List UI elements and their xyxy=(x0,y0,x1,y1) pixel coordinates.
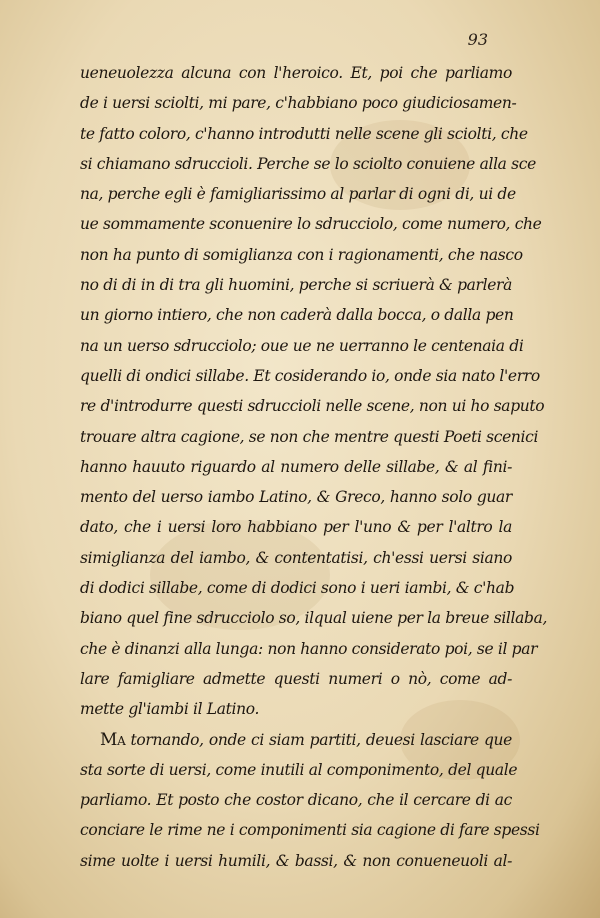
text-line: ue sommamente sconuenire lo sdrucciolo, come numero, che xyxy=(80,215,542,234)
text-line: di dodici sillabe, come di dodici sono i ueri iambi, & c'hab xyxy=(80,579,515,598)
text-line: trouare altra cagione, se non che mentre questi Poeti scenici xyxy=(80,427,539,446)
text-line: na un uerso sdrucciolo; oue ue ne uerranno le centenaia di xyxy=(80,336,524,355)
text-line: che è dinanzi alla lunga: non hanno considerato poi, se il par xyxy=(80,639,538,658)
text-line: lare famigliare admette questi numeri o nò, come ad- xyxy=(80,669,512,688)
text-line: biano quel fine sdrucciolo so, ilqual uiene per la breue sillaba, xyxy=(80,609,548,628)
text-line: non ha punto di somiglianza con i ragionamenti, che nasco xyxy=(80,245,523,264)
text-line: quelli di ondici sillabe. Et cosiderando io, onde sia nato l'erro xyxy=(80,366,540,385)
text-line: te fatto coloro, c'hanno introdutti nelle scene gli sciolti, che xyxy=(80,124,528,143)
drop-capital: M xyxy=(100,729,118,750)
text-line: hanno hauuto riguardo al numero delle sillabe, & al fini- xyxy=(80,457,512,476)
text-line: mette gl'iambi il Latino. xyxy=(80,700,260,719)
paragraph-opening-line xyxy=(80,725,512,755)
text-line: tornando, onde ci siam partiti, deuesi lasciare que xyxy=(125,730,512,749)
text-line: de i uersi sciolti, mi pare, c'habbiano poco giudiciosamen- xyxy=(80,94,517,113)
text-line: conciare le rime ne i componimenti sia cagione di fare spessi xyxy=(80,821,540,840)
small-capital: A xyxy=(117,733,126,748)
body-text xyxy=(80,58,548,876)
text-line: simiglianza del iambo, & contentatisi, ch'essi uersi siano xyxy=(80,548,512,567)
page-number: 93 xyxy=(467,30,488,49)
text-line: sime uolte i uersi humili, & bassi, & non conueneuoli al- xyxy=(80,851,512,870)
text-line: un giorno intiero, che non caderà dalla bocca, o dalla pen xyxy=(80,306,514,325)
text-line: parliamo. Et posto che costor dicano, che il cercare di ac xyxy=(80,791,512,810)
text-line: mento del uerso iambo Latino, & Greco, hanno solo guar xyxy=(80,488,512,507)
text-line: si chiamano sdruccioli. Perche se lo sciolto conuiene alla sce xyxy=(80,154,536,173)
text-line: no di di in di tra gli huomini, perche si scriuerà & parlerà xyxy=(80,276,512,295)
text-line: dato, che i uersi loro habbiano per l'uno & per l'altro la xyxy=(80,518,512,537)
text-line: na, perche egli è famigliarissimo al parlar di ogni di, ui de xyxy=(80,185,516,204)
text-line: sta sorte di uersi, come inutili al componimento, del quale xyxy=(80,760,518,779)
text-line: ueneuolezza alcuna con l'heroico. Et, poi che parliamo xyxy=(80,64,512,82)
text-line: re d'introdurre questi sdruccioli nelle scene, non ui ho saputo xyxy=(80,397,545,416)
